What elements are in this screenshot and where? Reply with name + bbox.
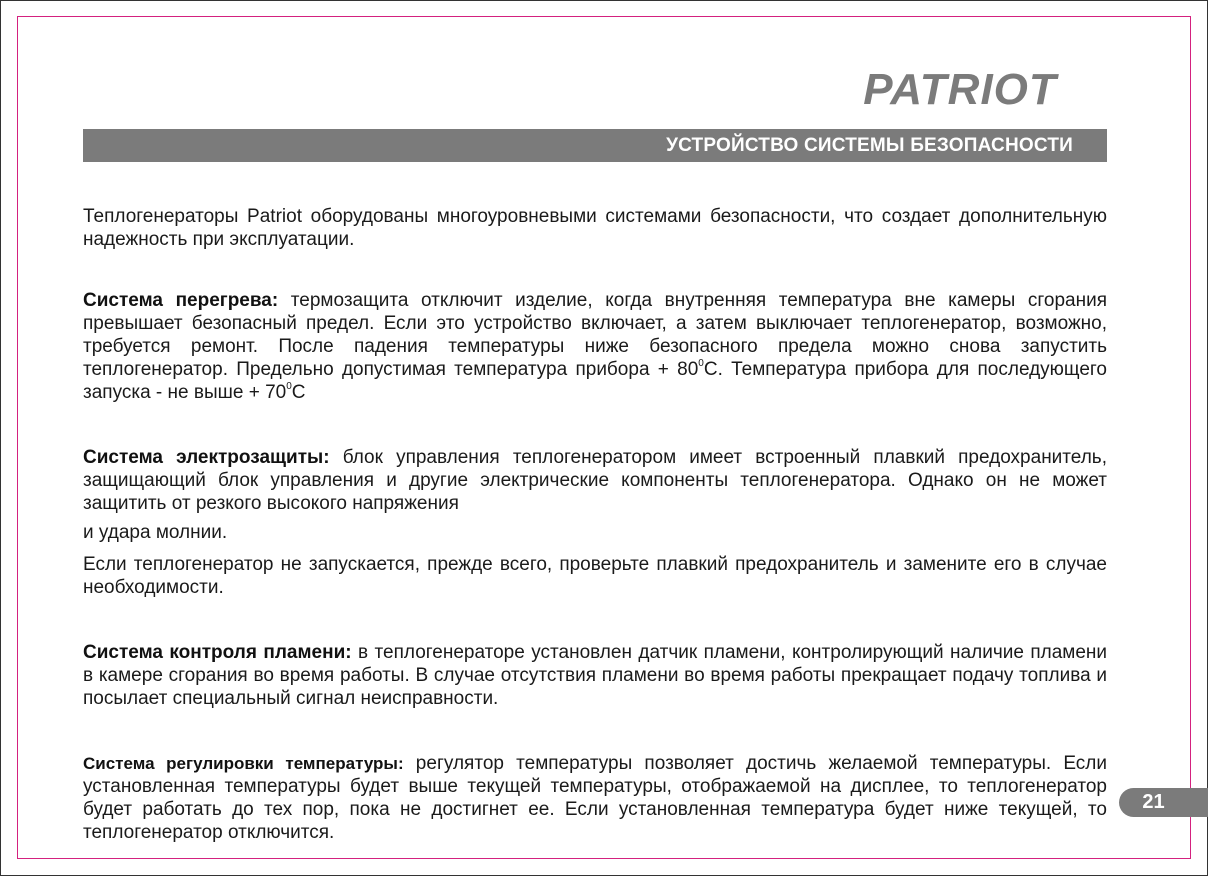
page-number: 21	[1142, 791, 1165, 813]
trim-line-right	[1190, 16, 1191, 859]
overheat-degree-a: 0	[698, 358, 704, 369]
overheat-text-c: С	[291, 382, 306, 403]
document-body	[83, 205, 1107, 844]
overheat-text-a: термозащита отключит изделие, когда внутренняя температура вне камеры сгорания превышает безопасный предел. Если это устройство включает, а затем выключает теплогенератор, возможно, требуется ремонт. После падения температуры ниже безопасного предела можно снова запустить теплогенератор. Предельно допустимая температура прибора + 80	[83, 290, 1107, 380]
logo-text: PATRIOT	[863, 65, 1057, 112]
flame-title: Система контроля пламени:	[83, 642, 352, 663]
electro-text: блок управления теплогенератором имеет встроенный плавкий предохранитель, защищающий блок управления и другие электрические компоненты теплогенератора. Однако он не может защитить от резкого высокого напряжения	[83, 447, 1107, 514]
patriot-logo	[836, 64, 1084, 112]
flame-paragraph	[83, 641, 1107, 710]
trim-line-left	[17, 16, 18, 859]
overheat-paragraph	[83, 289, 1107, 404]
electro-title: Система электрозащиты:	[83, 447, 330, 468]
overheat-text-b: С. Температура прибора для последующего запуска - не выше + 70	[83, 359, 1107, 403]
overheat-degree-b: 0	[286, 381, 292, 392]
page-number-tab	[1119, 788, 1208, 817]
flame-text: в теплогенераторе установлен датчик пламени, контролирующий наличие пламени в камере сгорания во время работы. В случае отсутствия пламени во время работы прекращает подачу топлива и посылает специальный сигнал неисправности.	[83, 642, 1108, 709]
temp-text: регулятор температуры позволяет достичь желаемой температуры. Если установленная температуры будет выше текущей температуры, отображаемой на дисплее, то теплогенератор будет работать до тех пор, пока не достигнет ее. Если установленная температура будет ниже текущей, то теплогенератор отключится.	[83, 753, 1107, 843]
temp-title: Система регулировки температуры:	[83, 754, 404, 773]
electro-paragraph-3: Если теплогенератор не запускается, прежде всего, проверьте плавкий предохранитель и замените его в случае необходимости.	[83, 554, 1107, 598]
section-title: УСТРОЙСТВО СИСТЕМЫ БЕЗОПАСНОСТИ	[666, 134, 1073, 156]
intro-paragraph: Теплогенераторы Patriot оборудованы многоуровневыми системами безопасности, что создает дополнительную надежность при эксплуатации.	[83, 206, 1107, 250]
overheat-title: Система перегрева:	[83, 290, 279, 311]
section-header-bar	[83, 129, 1107, 162]
trim-line-top	[17, 16, 1191, 17]
temp-paragraph	[83, 752, 1107, 844]
electro-paragraph	[83, 446, 1107, 515]
trim-line-bottom	[17, 858, 1191, 859]
electro-paragraph-2: и удара молнии.	[83, 522, 228, 543]
